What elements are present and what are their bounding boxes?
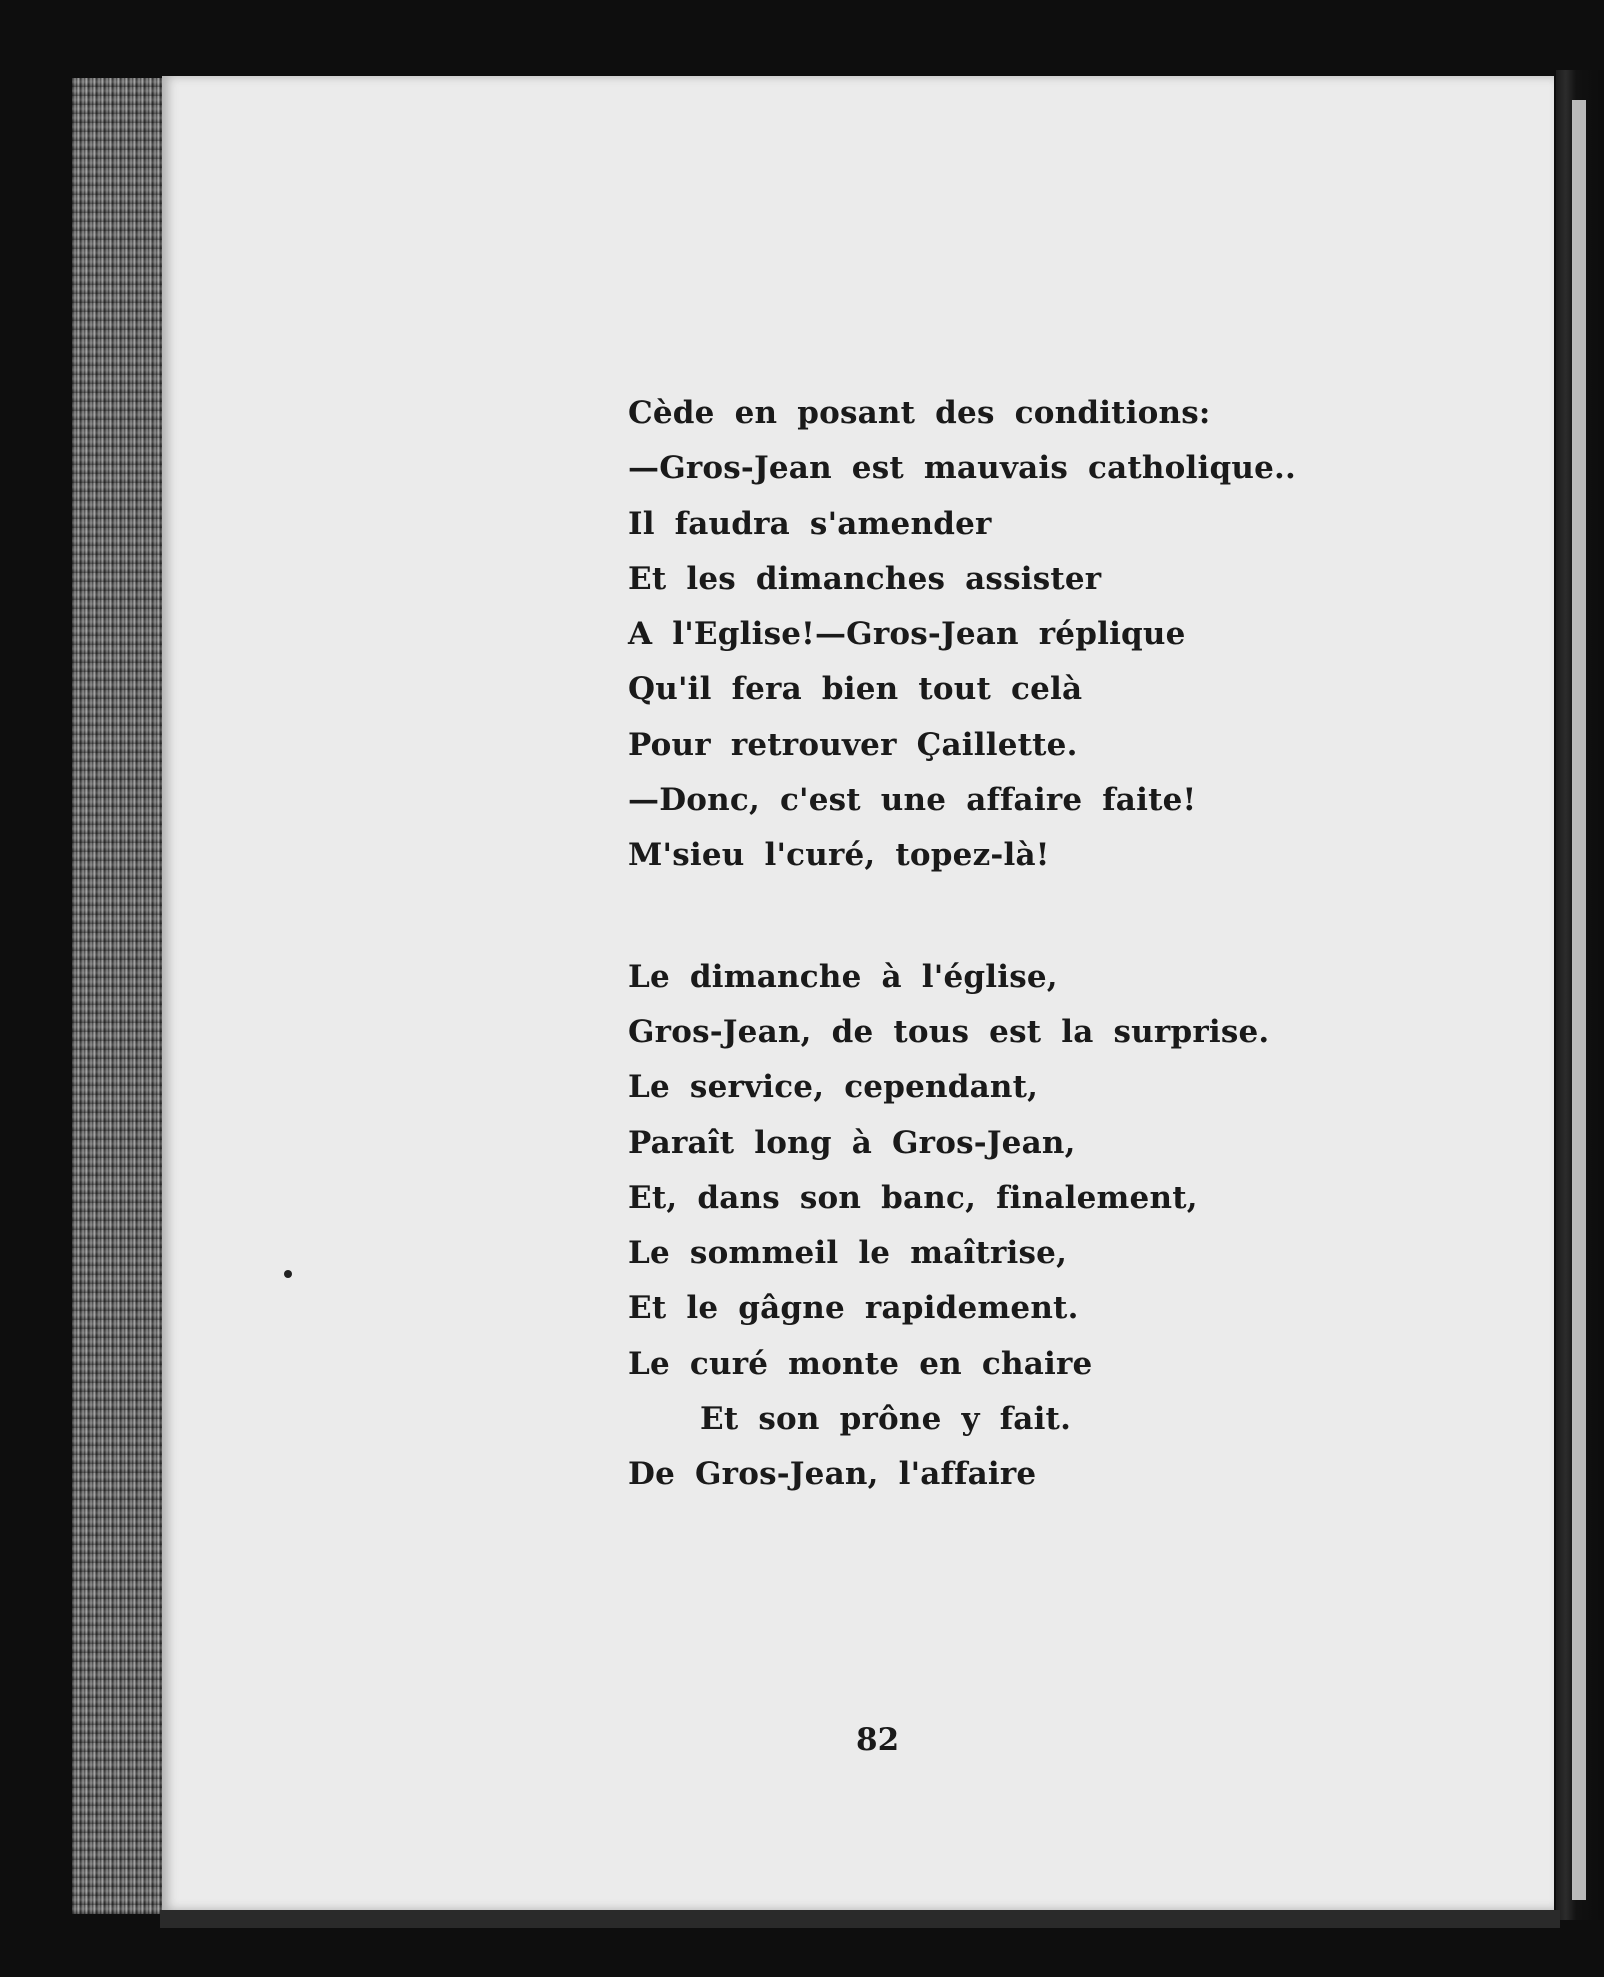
poem-line: Cède en posant des conditions: <box>628 395 1211 431</box>
poem-line: —Donc, c'est une affaire faite! <box>628 782 1197 819</box>
stanza <box>628 950 1388 1503</box>
poem-text <box>628 386 1388 1503</box>
poem-line: Et les dimanches assister <box>628 560 1102 597</box>
stacked-page-edges <box>72 78 172 1914</box>
poem-line: Il faudra s'amender <box>628 505 992 542</box>
ink-speck <box>284 1270 292 1278</box>
poem-line: Gros-Jean, de tous est la surprise. <box>628 1013 1270 1050</box>
poem-line: De Gros-Jean, l'affaire <box>628 1456 1037 1493</box>
facing-page-edge <box>1556 70 1604 1920</box>
poem-line: M'sieu l'curé, topez-là! <box>628 837 1050 874</box>
poem-line: Le curé monte en chaire <box>628 1345 1093 1382</box>
bottom-shadow-strip <box>160 1910 1560 1928</box>
poem-line: Le service, cependant, <box>628 1069 1039 1106</box>
poem-line: Pour retrouver Çaillette. <box>628 726 1078 763</box>
poem-line: Le dimanche à l'église, <box>628 958 1058 995</box>
poem-line: —Gros-Jean est mauvais catholique.. <box>628 450 1297 487</box>
poem-line: A l'Eglise!—Gros-Jean réplique <box>628 616 1186 653</box>
stanza-gap <box>628 884 1388 950</box>
poem-line: Et, dans son banc, finalement, <box>628 1179 1198 1216</box>
page-number: 82 <box>856 1722 900 1758</box>
poem-line: Le sommeil le maîtrise, <box>628 1235 1068 1272</box>
poem-line: Et le gâgne rapidement. <box>628 1290 1079 1327</box>
poem-line: Et son prône y fait. <box>700 1401 1072 1438</box>
poem-line: Paraît long à Gros-Jean, <box>628 1124 1076 1161</box>
poem-line: Qu'il fera bien tout celà <box>628 671 1083 708</box>
stanza <box>628 386 1388 884</box>
